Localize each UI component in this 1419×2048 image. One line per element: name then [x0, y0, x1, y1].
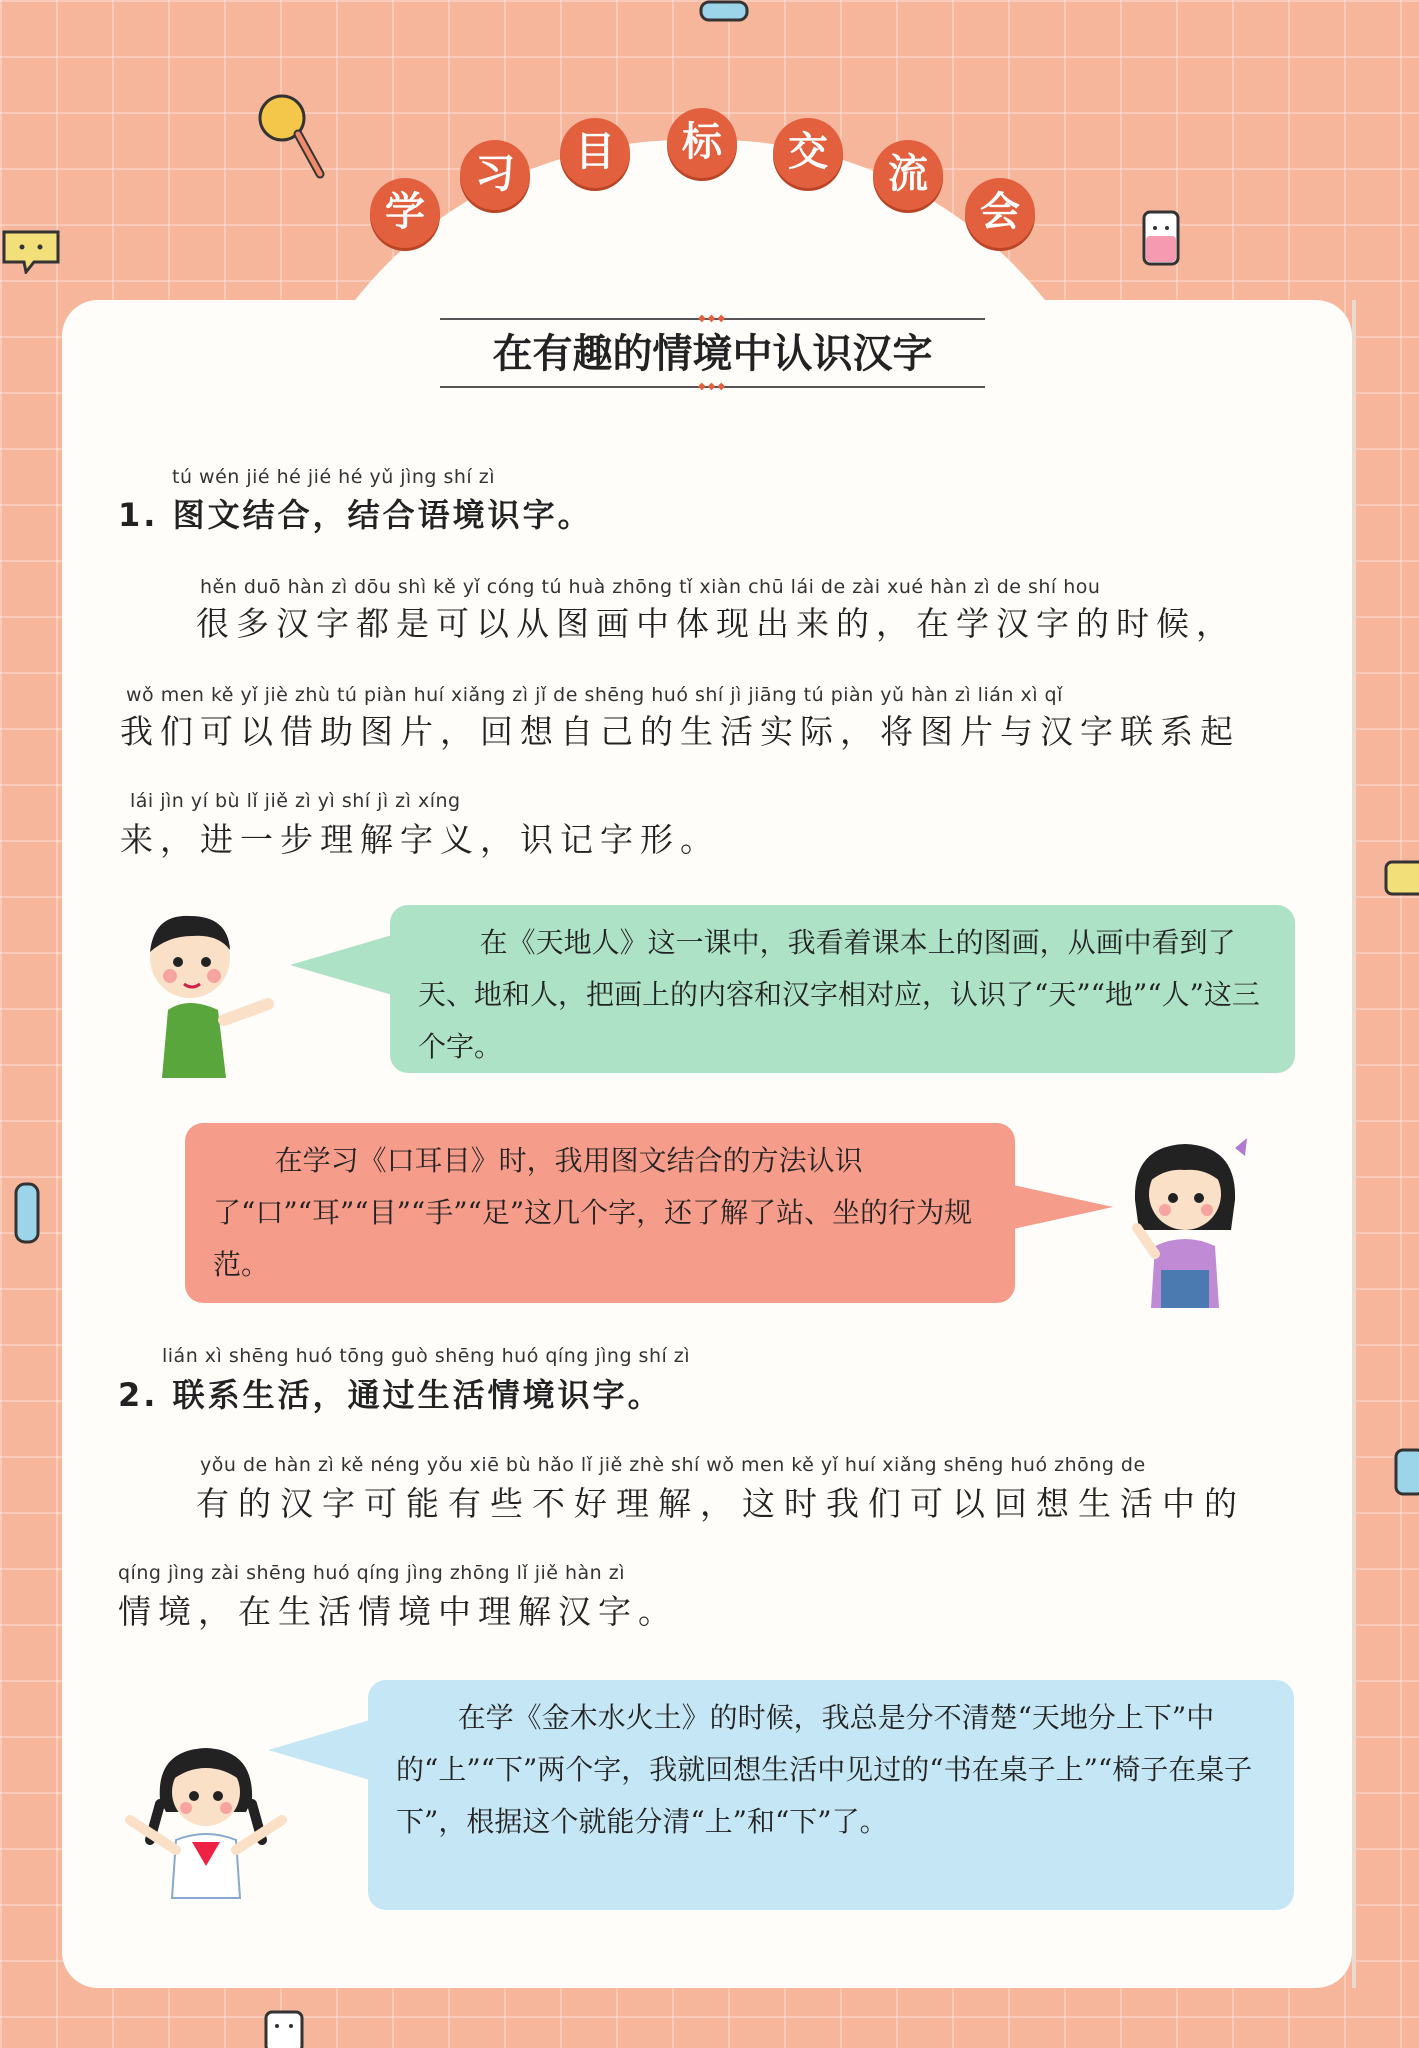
heading-pinyin: lián xì shēng huó tōng guò shēng huó qíng jìng shí zì: [162, 1345, 691, 1367]
bubble-tail: [1013, 1185, 1113, 1229]
bubble-text: 在《天地人》这一课中，我看着课本上的图画，从画中看到了天、地和人，把画上的内容和汉字相对应，认识了“天”“地”“人”这三个字。: [418, 926, 1260, 1063]
banner-char: 习: [460, 140, 530, 210]
bottle-icon: [1392, 1440, 1419, 1500]
pencil-icon: [695, 0, 755, 28]
banner-char: 学: [370, 178, 440, 248]
speech-bubble-blue: [368, 1680, 1294, 1910]
section1-heading: 1. 图文结合，结合语境识字。: [118, 496, 593, 534]
banner-char: 流: [873, 140, 943, 210]
paragraph-line: 很多汉字都是可以从图画中体现出来的，在学汉字的时候，: [196, 604, 1236, 643]
section2-heading: 2. 联系生活，通过生活情境识字。: [118, 1376, 663, 1414]
banner-char: 目: [560, 118, 630, 188]
bubble-text: 在学《金木水火土》的时候，我总是分不清楚“天地分上下”中的“上”“下”两个字，我就回想生活中见过的“书在桌子上”“椅子在桌子下”，根据这个就能分清“上”和“下”了。: [396, 1701, 1253, 1838]
paragraph-line: 有的汉字可能有些不好理解，这时我们可以回想生活中的: [196, 1484, 1246, 1523]
boy-illustration: [128, 900, 288, 1080]
speech-bubble-icon: [0, 228, 66, 274]
line-pinyin: yǒu de hàn zì kě néng yǒu xiē bù hǎo lǐ jiě zhè shí wǒ men kě yǐ huí xiǎng shēng huó zhōng de: [200, 1454, 1146, 1476]
bubble-text: 在学习《口耳目》时，我用图文结合的方法认识了“口”“耳”“目”“手”“足”这几个字，还了解了站、坐的行为规范。: [213, 1144, 973, 1281]
speech-bubble-green: [390, 905, 1295, 1073]
microphone-icon: [248, 88, 328, 188]
banner-char: 交: [773, 118, 843, 188]
paragraph-line: 我们可以借助图片，回想自己的生活实际，将图片与汉字联系起: [120, 712, 1240, 751]
eraser-icon: [1382, 858, 1419, 898]
cup-icon-bottom: [262, 2008, 306, 2048]
bubble-tail: [290, 935, 392, 995]
line-pinyin: lái jìn yí bù lǐ jiě zì yì shí jì zì xíng: [130, 790, 461, 812]
section-title: ◆◆◆ 在有趣的情境中认识汉字 ◆◆◆: [440, 318, 985, 388]
speech-bubble-red: [185, 1123, 1015, 1303]
banner-char: 会: [965, 178, 1035, 248]
heading-pinyin: tú wén jié hé jié hé yǔ jìng shí zì: [172, 466, 495, 488]
banner-char: 标: [667, 108, 737, 178]
card-edge: [1352, 300, 1356, 1988]
bubble-tail: [268, 1720, 370, 1780]
paragraph-line: 来，进一步理解字义，识记字形。: [120, 820, 720, 859]
tube-icon: [12, 1180, 42, 1246]
section-title-text: 在有趣的情境中认识汉字: [492, 330, 933, 377]
cup-icon: [1140, 206, 1182, 268]
line-pinyin: wǒ men kě yǐ jiè zhù tú piàn huí xiǎng zì jǐ de shēng huó shí jì jiāng tú piàn yǔ hàn zì lián xì qǐ: [126, 684, 1063, 706]
line-pinyin: qíng jìng zài shēng huó qíng jìng zhōng lǐ jiě hàn zì: [118, 1562, 626, 1584]
paragraph-line: 情境，在生活情境中理解汉字。: [118, 1592, 678, 1631]
girl-illustration: [1115, 1120, 1255, 1310]
line-pinyin: hěn duō hàn zì dōu shì kě yǐ cóng tú huà zhōng tǐ xiàn chū lái de zài xué hàn zì de shí hou: [200, 576, 1101, 598]
